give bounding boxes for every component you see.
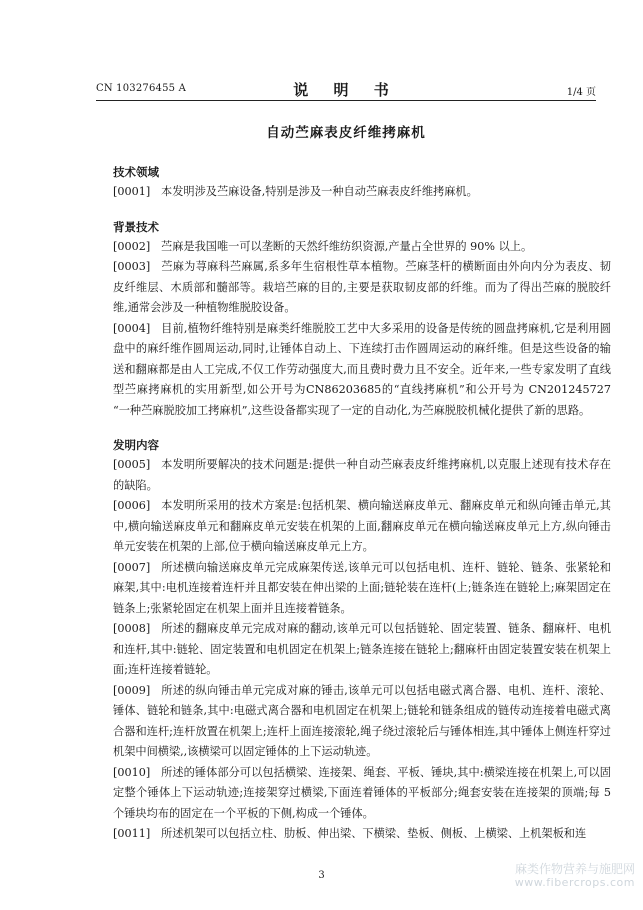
paragraph-0011 [113,824,611,845]
document-type: 说 明 书 [293,81,399,99]
page-number: 3 [318,870,325,881]
page-indicator: 1/4 页 [566,87,596,98]
site-watermark [515,862,635,890]
paragraph-text: 所述机架可以包括立柱、肋板、伸出梁、下横梁、垫板、侧板、上横梁、上机架板和连 [161,827,587,840]
paragraph-0004 [113,319,611,422]
header-rule [96,100,596,101]
paragraph-number: [0003] [113,260,151,273]
paragraph-text: 目前,植物纤维特别是麻类纤维脱胶工艺中大多采用的设备是传统的圆盘拷麻机,它是利用圆盘中的麻纤维作圆周运动,同时,让锤体自动上、下连续打击作圆周运动的麻纤维。但是这些设备的输送和翻麻都是由人工完成,不仅工作劳动强度大,而且费时费力且不安全。近年来,一些专家发明了直线型苎麻拷麻机的实用新型,如公开号为CN86203685的“直线拷麻机”和公开号为 CN201245727 “一种苎麻脱胶加工拷麻机”,这些设备都实现了一定的自动化,为苎麻脱胶机械化提供了新的思路。 [113,321,611,417]
paragraph-text: 所述的翻麻皮单元完成对麻的翻动,该单元可以包括链轮、固定装置、链条、翻麻杆、电机和连杆,其中:链轮、固定装置和电机固定在机架上;链条连接在链轮上;翻麻杆由固定装置安装在机架上面;连杆连接着链轮。 [113,622,611,676]
paragraph-text: 本发明涉及苎麻设备,特别是涉及一种自动苎麻表皮纤维拷麻机。 [161,185,478,198]
section-heading-tech-field: 技术领域 [113,165,159,179]
paragraph-number: [0006] [113,499,151,512]
watermark-url: www.fibercrops.com [514,876,635,889]
paragraph-0009 [113,681,611,763]
document-body [113,150,611,845]
paragraph-number: [0005] [113,458,151,471]
watermark-title: 麻类作物营养与施肥网 [514,862,635,876]
paragraph-text: 所述横向输送麻皮单元完成麻架传送,该单元可以包括电机、连杆、链轮、链条、张紧轮和麻架,其中:电机连接着连杆并且都安装在伸出梁的上面;链轮装在连杆(上;链条连在链轮上;麻架固定在链条上;张紧轮固定在机架上面并且连接着链条。 [113,560,611,615]
page-header [96,79,596,99]
paragraph-text: 本发明所要解决的技术问题是:提供一种自动苎麻表皮纤维拷麻机,以克服上述现有技术存在的缺陷。 [113,458,611,492]
document-title: 自动苎麻表皮纤维拷麻机 [266,125,426,141]
patent-number: CN 103276455 A [96,83,187,94]
paragraph-text: 苎麻为荨麻科苎麻属,系多年生宿根性草本植物。苎麻茎杆的横断面由外向内分为表皮、韧皮纤维层、木质部和髓部等。栽培苎麻的目的,主要是获取韧皮部的纤维。而为了得出苎麻的脱胶纤维,通常会涉及一种植物维脱胶设备。 [113,260,611,314]
paragraph-number: [0002] [113,239,151,253]
paragraph-number: [0001] [113,185,151,198]
paragraph-number: [0009] [113,683,151,697]
section-heading-background: 背景技术 [113,219,159,234]
paragraph-number: [0004] [113,321,151,335]
paragraph-0002 [113,237,611,258]
paragraph-0003 [113,257,611,319]
paragraph-0010 [113,763,611,825]
paragraph-number: [0011] [113,827,151,840]
paragraph-0005 [113,455,611,496]
section-heading-summary: 发明内容 [113,438,159,452]
paragraph-0006 [113,496,611,558]
paragraph-text: 所述的纵向锤击单元完成对麻的锤击,该单元可以包括电磁式离合器、电机、连杆、滚轮、锤体、链轮和链条,其中:电磁式离合器和电机固定在机架上;链轮和链条组成的链传动连接着电磁式离合器和连杆;连杆放置在机架上;连杆上面连接滚轮,绳子绕过滚轮后与锤体相连,其中锤体上侧连杆穿过机架中间横梁,,该横梁可以固定锤体的上下运动轨迹。 [113,683,611,758]
paragraph-text: 苎麻是我国唯一可以垄断的天然纤维纺织资源,产量占全世界的 90% 以上。 [161,239,533,253]
paragraph-number: [0007] [113,560,151,574]
paragraph-number: [0010] [113,765,151,779]
paragraph-0008 [113,619,611,681]
paragraph-0001 [113,182,611,203]
paragraph-0007 [113,558,611,620]
paragraph-text: 所述的锤体部分可以包括横梁、连接架、绳套、平板、锤块,其中:横梁连接在机架上,可以固定整个锤体上下运动轨迹;连接架穿过横梁,下面连着锤体的平板部分;绳套安装在连接架的顶端;每 5 个锤块均布的固定在一个平板的下侧,构成一个锤体。 [113,765,611,820]
paragraph-text: 本发明所采用的技术方案是:包括机架、横向输送麻皮单元、翻麻皮单元和纵向锤击单元,其中,横向输送麻皮单元和翻麻皮单元安装在机架的上面,翻麻皮单元在横向输送麻皮单元上方,纵向锤击单元安装在机架的上部,位于横向输送麻皮单元上方。 [113,499,611,553]
paragraph-number: [0008] [113,622,151,635]
